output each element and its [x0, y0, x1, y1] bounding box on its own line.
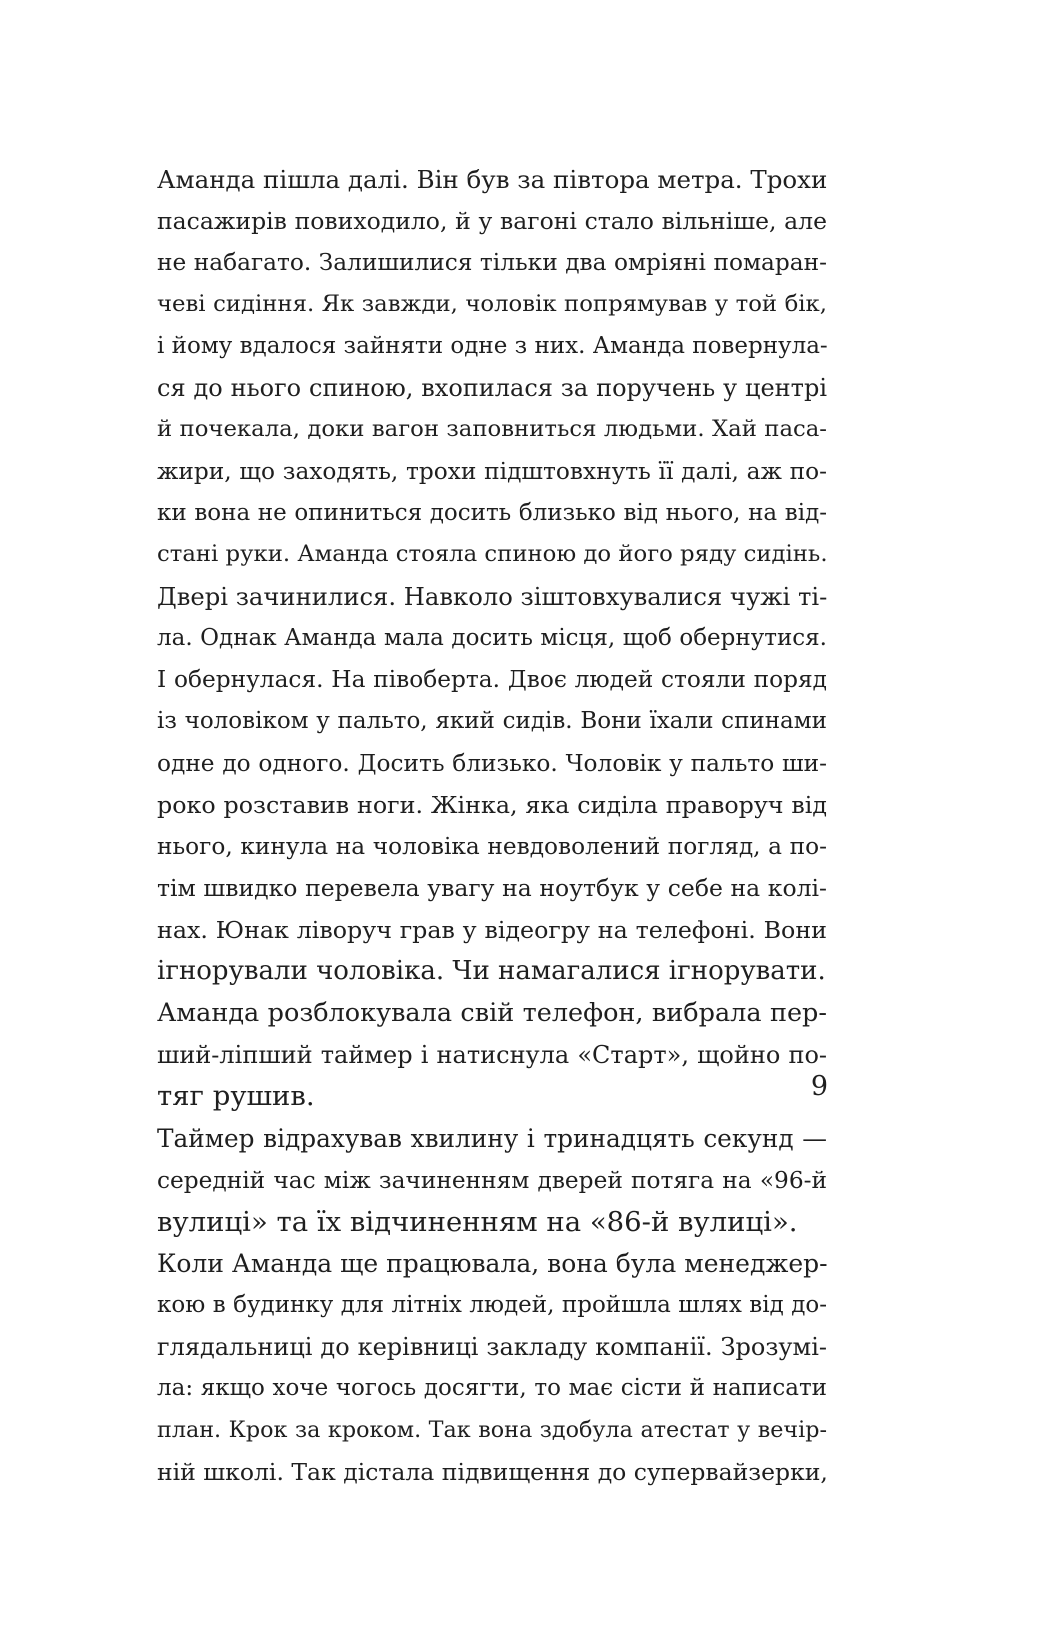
text-line: ки вона не опиниться досить близько від нього, на від-	[157, 499, 827, 526]
text-line: І обернулася. На півоберта. Двоє людей стояли поряд	[157, 666, 827, 694]
text-line: ся до нього спиною, вхопилася за поручень у центрі	[157, 373, 827, 402]
text-line: стані руки. Аманда стояла спиною до його ряду сидінь.	[157, 541, 828, 568]
body-text	[157, 159, 827, 1494]
text-line: жири, що заходять, трохи підштовхнуть її далі, аж по-	[157, 457, 827, 485]
text-line: Коли Аманда ще працювала, вона була менеджер-	[157, 1249, 828, 1279]
text-line: роко розставив ноги. Жінка, яка сиділа праворуч від	[157, 790, 827, 819]
text-line: і йому вдалося зайняти одне з них. Аманда повернула-	[157, 332, 828, 359]
paragraph-1	[157, 159, 827, 576]
text-line: чеві сидіння. Як завжди, чоловік попрямував у той бік,	[157, 291, 827, 318]
text-line: тім швидко перевела увагу на ноутбук у себе на колі-	[157, 873, 827, 902]
text-line: тяг рушив.	[157, 1080, 315, 1113]
text-line: ігнорували чоловіка. Чи намагалися ігнорувати.	[157, 956, 826, 987]
text-line: Двері зачинилися. Навколо зіштовхувалися чужі ті-	[157, 582, 828, 612]
paragraph-3	[157, 993, 827, 1118]
paragraph-2	[157, 576, 827, 993]
text-line: Аманда пішла далі. Він був за півтора метра. Трохи	[157, 165, 828, 194]
page-number: 9	[810, 1071, 828, 1102]
text-line: Аманда розблокувала свій телефон, вибрала пер-	[157, 998, 827, 1029]
text-line: кою в будинку для літніх людей, пройшла шлях від до-	[157, 1291, 827, 1318]
text-line: нього, кинула на чоловіка невдоволений погляд, а по-	[157, 833, 827, 861]
text-line: нах. Юнак ліворуч грав у відеогру на телефоні. Вони	[157, 915, 827, 944]
text-line: не набагато. Залишилися тільки два омріяні помаран-	[157, 249, 827, 277]
text-line: й почекала, доки вагон заповниться людьми. Хай паса-	[157, 416, 827, 443]
text-line: із чоловіком у пальто, який сидів. Вони їхали спинами	[157, 708, 827, 735]
text-line: одне до одного. Досить близько. Чоловік у пальто ши-	[157, 749, 827, 777]
text-line: середній час між зачиненням дверей потяга на «96-й	[157, 1166, 827, 1194]
text-line: ла. Однак Аманда мала досить місця, щоб обернутися.	[157, 624, 827, 651]
text-line: ший-ліпший таймер і натиснула «Старт», щойно по-	[157, 1040, 827, 1069]
text-line: пасажирів повиходило, й у вагоні стало вільніше, але	[157, 206, 827, 235]
paragraph-4	[157, 1118, 827, 1243]
text-line: план. Крок за кроком. Так вона здобула атестат у вечір-	[157, 1417, 827, 1444]
text-line: вулиці» та їх відчиненням на «86-й вулиці».	[157, 1205, 798, 1238]
text-line: глядальниці до керівниці закладу компанії. Зрозумі-	[157, 1332, 827, 1361]
text-line: ла: якщо хоче чогось досягти, то має сісти й написати	[157, 1375, 827, 1402]
text-line: ній школі. Так дістала підвищення до супервайзерки,	[157, 1457, 828, 1486]
paragraph-5	[157, 1243, 827, 1493]
text-line: Таймер відрахував хвилину і тринадцять секунд —	[157, 1124, 827, 1154]
